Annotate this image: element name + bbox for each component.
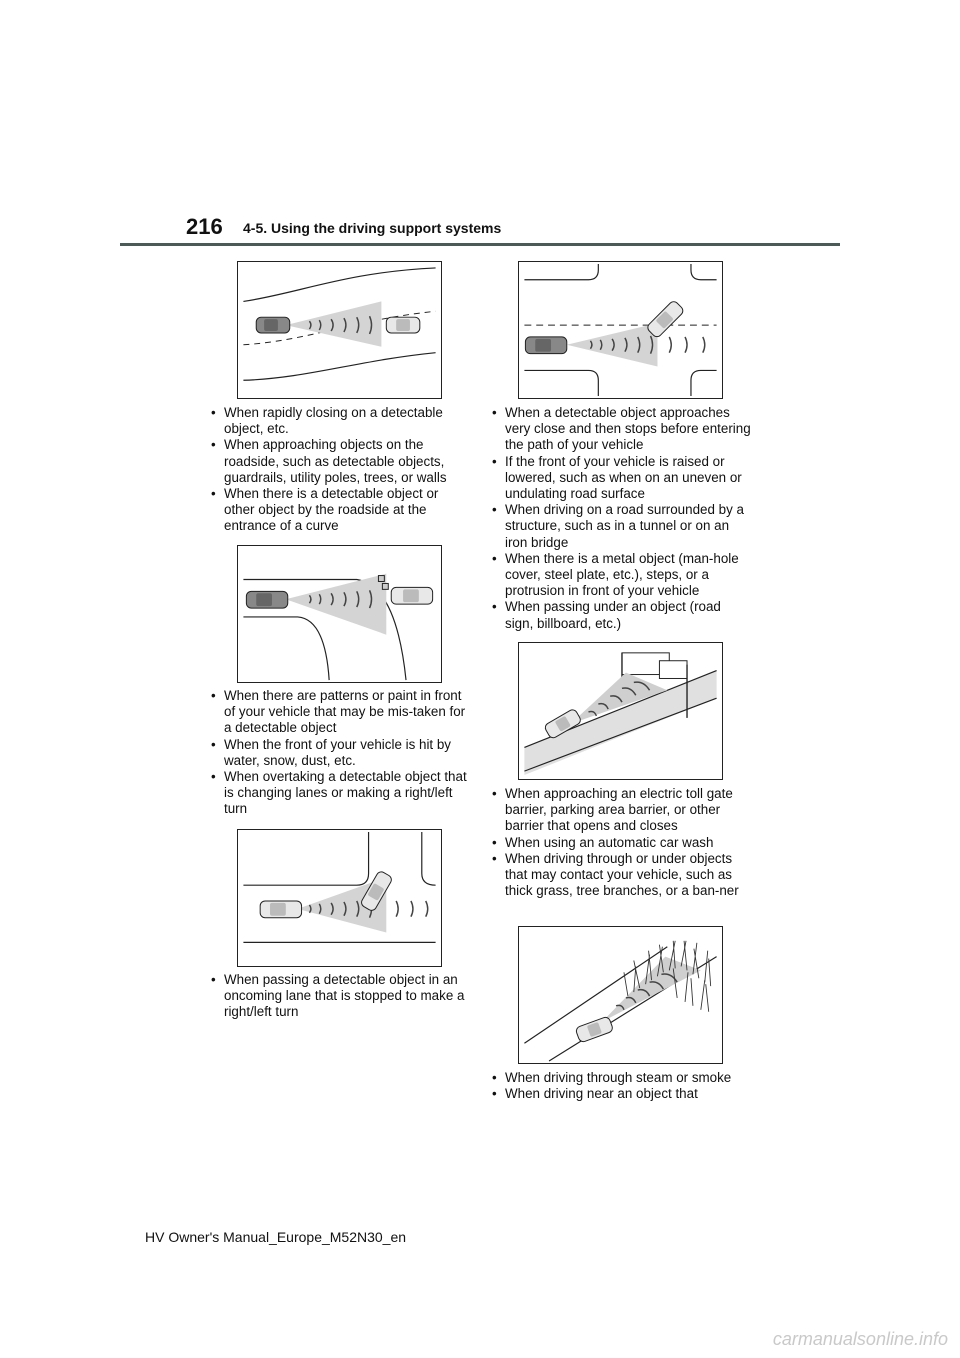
list-item: • When there are patterns or paint in front of your vehicle that may be mis-taken for a detectable object (206, 688, 468, 737)
figure-curve-road (237, 261, 442, 399)
figure-oncoming-turn (237, 829, 442, 967)
left-list-2 (206, 688, 468, 818)
figure-tall-grass (518, 926, 723, 1064)
list-item: • When using an automatic car wash (487, 835, 752, 851)
right-list-3 (487, 1070, 752, 1102)
header-rule (120, 243, 840, 246)
figure-intersection-approach (518, 261, 723, 399)
figure-curve-entrance (237, 545, 442, 683)
list-item: • If the front of your vehicle is raised or lowered, such as when on an uneven or undulating road surface (487, 454, 752, 503)
list-item: • When driving near an object that (487, 1086, 752, 1102)
list-item: • When a detectable object approaches very close and then stops before entering the path of your vehicle (487, 405, 752, 454)
footer-text: HV Owner's Manual_Europe_M52N30_en (145, 1229, 407, 1245)
list-item: • When driving through or under objects that may contact your vehicle, such as thick grass, tree branches, or a ban-ner (487, 851, 752, 900)
list-item: • When passing a detectable object in an oncoming lane that is stopped to make a right/left turn (206, 972, 468, 1021)
left-list-3 (206, 972, 468, 1021)
list-item: • When overtaking a detectable object that is changing lanes or making a right/left turn (206, 769, 468, 818)
list-item: • When passing under an object (road sign, billboard, etc.) (487, 599, 752, 631)
left-list-1 (206, 405, 468, 535)
list-item: • When the front of your vehicle is hit by water, snow, dust, etc. (206, 737, 468, 769)
list-item: • When rapidly closing on a detectable object, etc. (206, 405, 468, 437)
list-item: • When there is a detectable object or other object by the roadside at the entrance of a curve (206, 486, 468, 535)
list-item: • When there is a metal object (man-hole cover, steel plate, etc.), steps, or a protrusion in front of your vehicle (487, 551, 752, 600)
right-list-1 (487, 405, 752, 632)
list-item: • When driving through steam or smoke (487, 1070, 752, 1086)
list-item: • When driving on a road surrounded by a structure, such as in a tunnel or on an iron bridge (487, 502, 752, 551)
figure-overhead-sign (518, 642, 723, 780)
section-title: 4-5. Using the driving support systems (243, 220, 502, 236)
right-list-2 (487, 786, 752, 899)
list-item: • When approaching objects on the roadside, such as detectable objects, guardrails, utility poles, trees, or walls (206, 437, 468, 486)
list-item: • When approaching an electric toll gate barrier, parking area barrier, or other barrier that opens and closes (487, 786, 752, 835)
watermark: carmanualsonline.info (772, 1329, 948, 1349)
page-number: 216 (186, 214, 223, 239)
